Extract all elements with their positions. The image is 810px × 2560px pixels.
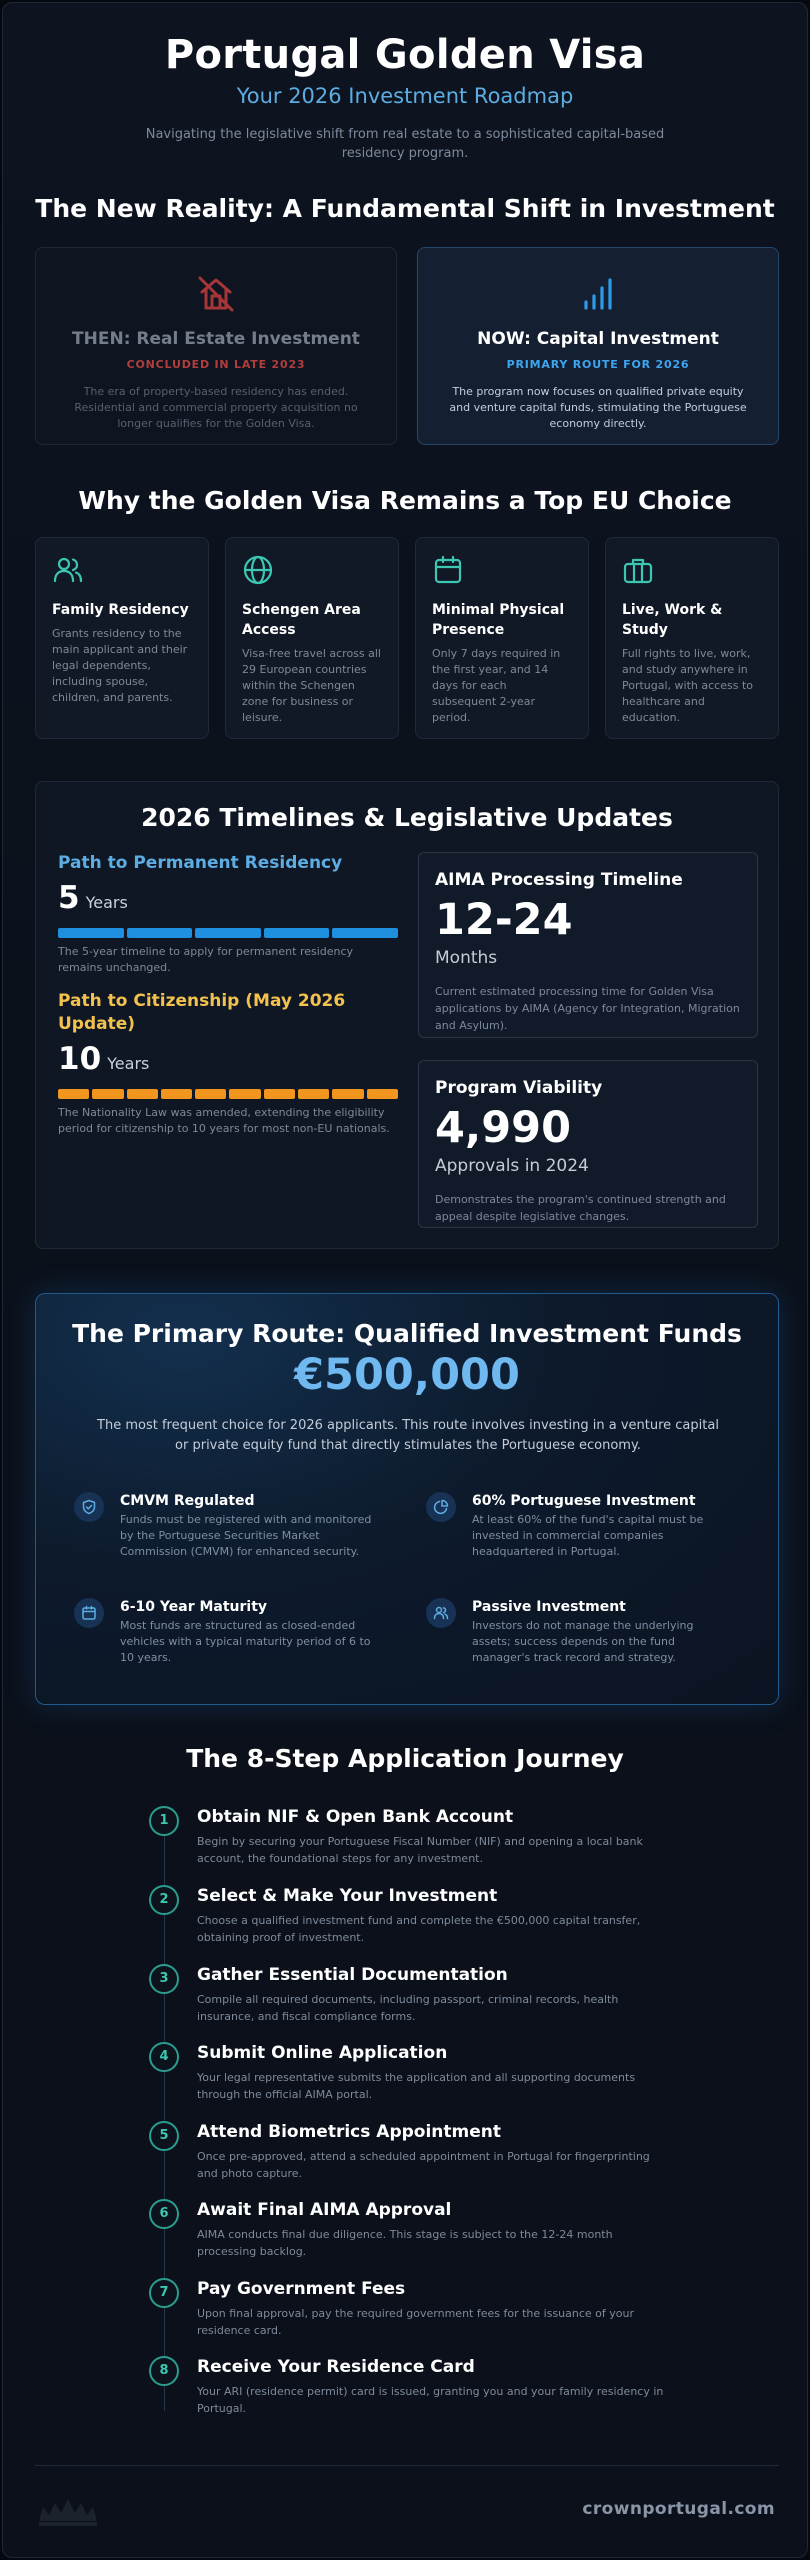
- journey-step: [149, 1885, 669, 1946]
- feature-title: Passive Investment: [472, 1599, 626, 1615]
- bar-chart-icon: [578, 274, 618, 314]
- citizenship-title: Path to Citizenship (May 2026 Update): [58, 991, 346, 1034]
- benefits-section-title: Why the Golden Visa Remains a Top EU Choice: [78, 486, 732, 515]
- benefit-card-family: [35, 537, 209, 739]
- now-card: [417, 247, 779, 445]
- benefit-title: Schengen Area Access: [242, 602, 361, 638]
- then-text: The era of property-based residency has ended. Residential and commercial property acquisition no longer qualifies for the Golden Visa.: [74, 385, 358, 430]
- citizenship-value: 10: [58, 1041, 102, 1077]
- benefit-card-presence: [415, 537, 589, 739]
- hero-header: [3, 29, 807, 163]
- step-title: Submit Online Application: [197, 2043, 448, 2063]
- feature-title: 6-10 Year Maturity: [120, 1599, 268, 1615]
- citizenship-text: The Nationality Law was amended, extending the eligibility period for citizenship to 10 years for most non-EU nationals.: [58, 1106, 390, 1135]
- journey-step: [149, 2199, 669, 2260]
- journey-step: [149, 2356, 669, 2417]
- crown-portugal-logo: [35, 2491, 101, 2531]
- step-title: Receive Your Residence Card: [197, 2357, 475, 2377]
- benefit-title: Family Residency: [52, 602, 189, 618]
- feature-text: Investors do not manage the underlying assets; success depends on the fund manager's track record and strategy.: [472, 1619, 694, 1664]
- permanent-residency-path: [58, 852, 398, 976]
- step-number: 5: [149, 2121, 179, 2151]
- step-number: 3: [149, 1964, 179, 1994]
- benefit-text: Full rights to live, work, and study anywhere in Portugal, with access to healthcare and education.: [622, 647, 753, 724]
- infographic-frame: [2, 2, 808, 2558]
- permanent-duration: [58, 881, 398, 920]
- step-title: Pay Government Fees: [197, 2279, 406, 2299]
- then-card: [35, 247, 397, 445]
- bar-segment: [264, 1089, 295, 1099]
- permanent-unit: Years: [85, 893, 128, 912]
- step-title: Obtain NIF & Open Bank Account: [197, 1807, 514, 1827]
- users-icon: [426, 1598, 456, 1628]
- shift-section-title: The New Reality: A Fundamental Shift in Investment: [35, 194, 775, 223]
- journey-step: [149, 2042, 669, 2103]
- briefcase-icon: [622, 554, 654, 586]
- step-number: 2: [149, 1885, 179, 1915]
- bar-segment: [161, 1089, 192, 1099]
- bar-segment: [195, 928, 261, 938]
- bar-segment: [195, 1089, 226, 1099]
- bar-segment: [92, 1089, 123, 1099]
- step-number: 6: [149, 2199, 179, 2229]
- program-viability-card: [418, 1060, 758, 1228]
- benefit-card-live-work: [605, 537, 779, 739]
- journey-step: [149, 1806, 669, 1867]
- bar-segment: [58, 1089, 89, 1099]
- step-number: 8: [149, 2356, 179, 2386]
- journey-section-title: The 8-Step Application Journey: [186, 1744, 624, 1773]
- step-text: Once pre-approved, attend a scheduled appointment in Portugal for fingerprinting and photo capture.: [197, 2150, 650, 2180]
- bar-segment: [127, 928, 193, 938]
- step-title: Select & Make Your Investment: [197, 1886, 498, 1906]
- timelines-section: [35, 781, 779, 1249]
- timelines-title: 2026 Timelines & Legislative Updates: [141, 803, 673, 832]
- now-title: NOW: Capital Investment: [477, 329, 719, 349]
- viability-unit: Approvals in 2024: [435, 1156, 589, 1176]
- footer-divider: [35, 2465, 779, 2466]
- bar-segment: [332, 928, 398, 938]
- feature-maturity: [74, 1598, 374, 1666]
- page-subtitle: Your 2026 Investment Roadmap: [236, 84, 574, 108]
- citizenship-path: [58, 990, 398, 1137]
- bar-segment: [298, 1089, 329, 1099]
- step-text: AIMA conducts final due diligence. This stage is subject to the 12-24 month processing backlog.: [197, 2228, 613, 2258]
- permanent-title: Path to Permanent Residency: [58, 853, 343, 873]
- feature-passive: [426, 1598, 726, 1666]
- page-title: Portugal Golden Visa: [164, 32, 646, 78]
- permanent-text: The 5-year timeline to apply for permanent residency remains unchanged.: [58, 945, 354, 974]
- funds-amount: €500,000: [294, 1350, 520, 1400]
- bar-segment: [127, 1089, 158, 1099]
- benefit-title: Minimal Physical Presence: [432, 602, 565, 638]
- aima-text: Current estimated processing time for Golden Visa applications by AIMA (Agency for Integration, Migration and Asylum).: [435, 985, 740, 1032]
- calendar-icon: [74, 1598, 104, 1628]
- feature-cmvm: [74, 1492, 374, 1560]
- website-url[interactable]: crownportugal.com: [582, 2499, 775, 2519]
- users-icon: [52, 554, 84, 586]
- bar-segment: [367, 1089, 398, 1099]
- journey-step: [149, 2278, 669, 2339]
- shield-check-icon: [74, 1492, 104, 1522]
- then-tag: CONCLUDED IN LATE 2023: [126, 358, 306, 371]
- aima-unit: Months: [435, 948, 498, 968]
- citizenship-progress-bar: [58, 1089, 398, 1099]
- aima-title: AIMA Processing Timeline: [435, 870, 683, 890]
- step-text: Choose a qualified investment fund and complete the €500,000 capital transfer, obtaining proof of investment.: [197, 1914, 641, 1944]
- now-text: The program now focuses on qualified private equity and venture capital funds, stimulating the Portuguese economy directly.: [449, 385, 747, 430]
- viability-text: Demonstrates the program's continued strength and appeal despite legislative changes.: [435, 1193, 726, 1223]
- feature-portuguese-investment: [426, 1492, 726, 1560]
- feature-text: At least 60% of the fund's capital must be invested in commercial companies headquartered in Portugal.: [472, 1513, 704, 1558]
- bar-segment: [229, 1089, 260, 1099]
- citizenship-duration: [58, 1042, 398, 1081]
- step-title: Await Final AIMA Approval: [197, 2200, 452, 2220]
- aima-timeline-card: [418, 852, 758, 1038]
- now-tag: PRIMARY ROUTE FOR 2026: [506, 358, 690, 371]
- step-number: 7: [149, 2278, 179, 2308]
- feature-title: CMVM Regulated: [120, 1493, 255, 1509]
- permanent-progress-bar: [58, 928, 398, 938]
- step-title: Gather Essential Documentation: [197, 1965, 508, 1985]
- step-text: Your ARI (residence permit) card is issued, granting you and your family residency in Portugal.: [197, 2385, 664, 2415]
- step-text: Your legal representative submits the application and all supporting documents through the official AIMA portal.: [197, 2071, 636, 2101]
- benefit-title: Live, Work & Study: [622, 602, 723, 638]
- intro-text: Navigating the legislative shift from real estate to a sophisticated capital-based residency program.: [145, 127, 665, 161]
- viability-title: Program Viability: [435, 1078, 603, 1098]
- bar-segment: [264, 928, 330, 938]
- funds-text: The most frequent choice for 2026 applicants. This route involves investing in a venture capital or private equity fund that directly stimulates the Portuguese economy.: [97, 1418, 719, 1453]
- investment-funds-section: [35, 1293, 779, 1705]
- step-number: 1: [149, 1806, 179, 1836]
- step-number: 4: [149, 2042, 179, 2072]
- no-house-icon: [196, 274, 236, 314]
- aima-value: 12-24: [435, 895, 573, 945]
- citizenship-unit: Years: [107, 1054, 150, 1073]
- step-title: Attend Biometrics Appointment: [197, 2122, 501, 2142]
- feature-text: Most funds are structured as closed-ended vehicles with a typical maturity period of 6 to 10 years.: [120, 1619, 371, 1664]
- step-text: Compile all required documents, including passport, criminal records, health insurance, and fiscal compliance forms.: [197, 1993, 619, 2023]
- funds-title: The Primary Route: Qualified Investment Funds: [72, 1319, 742, 1348]
- permanent-value: 5: [58, 880, 80, 916]
- bar-segment: [332, 1089, 363, 1099]
- benefit-text: Only 7 days required in the first year, and 14 days for each subsequent 2-year period.: [432, 647, 561, 724]
- step-text: Begin by securing your Portuguese Fiscal Number (NIF) and opening a local bank account, the foundational steps for any investment.: [197, 1835, 643, 1865]
- benefit-card-schengen: [225, 537, 399, 739]
- feature-text: Funds must be registered with and monitored by the Portuguese Securities Market Commission (CMVM) for enhanced security.: [120, 1513, 372, 1558]
- journey-step: [149, 2121, 669, 2182]
- pie-chart-icon: [426, 1492, 456, 1522]
- bar-segment: [58, 928, 124, 938]
- feature-title: 60% Portuguese Investment: [472, 1493, 696, 1509]
- step-text: Upon final approval, pay the required government fees for the issuance of your residence card.: [197, 2307, 635, 2337]
- then-title: THEN: Real Estate Investment: [72, 329, 360, 349]
- journey-step: [149, 1964, 669, 2025]
- globe-icon: [242, 554, 274, 586]
- viability-value: 4,990: [435, 1103, 572, 1153]
- benefit-text: Visa-free travel across all 29 European countries within the Schengen zone for business or leisure.: [242, 647, 381, 724]
- calendar-icon: [432, 554, 464, 586]
- benefit-text: Grants residency to the main applicant and their legal dependents, including spouse, children, and parents.: [52, 627, 188, 704]
